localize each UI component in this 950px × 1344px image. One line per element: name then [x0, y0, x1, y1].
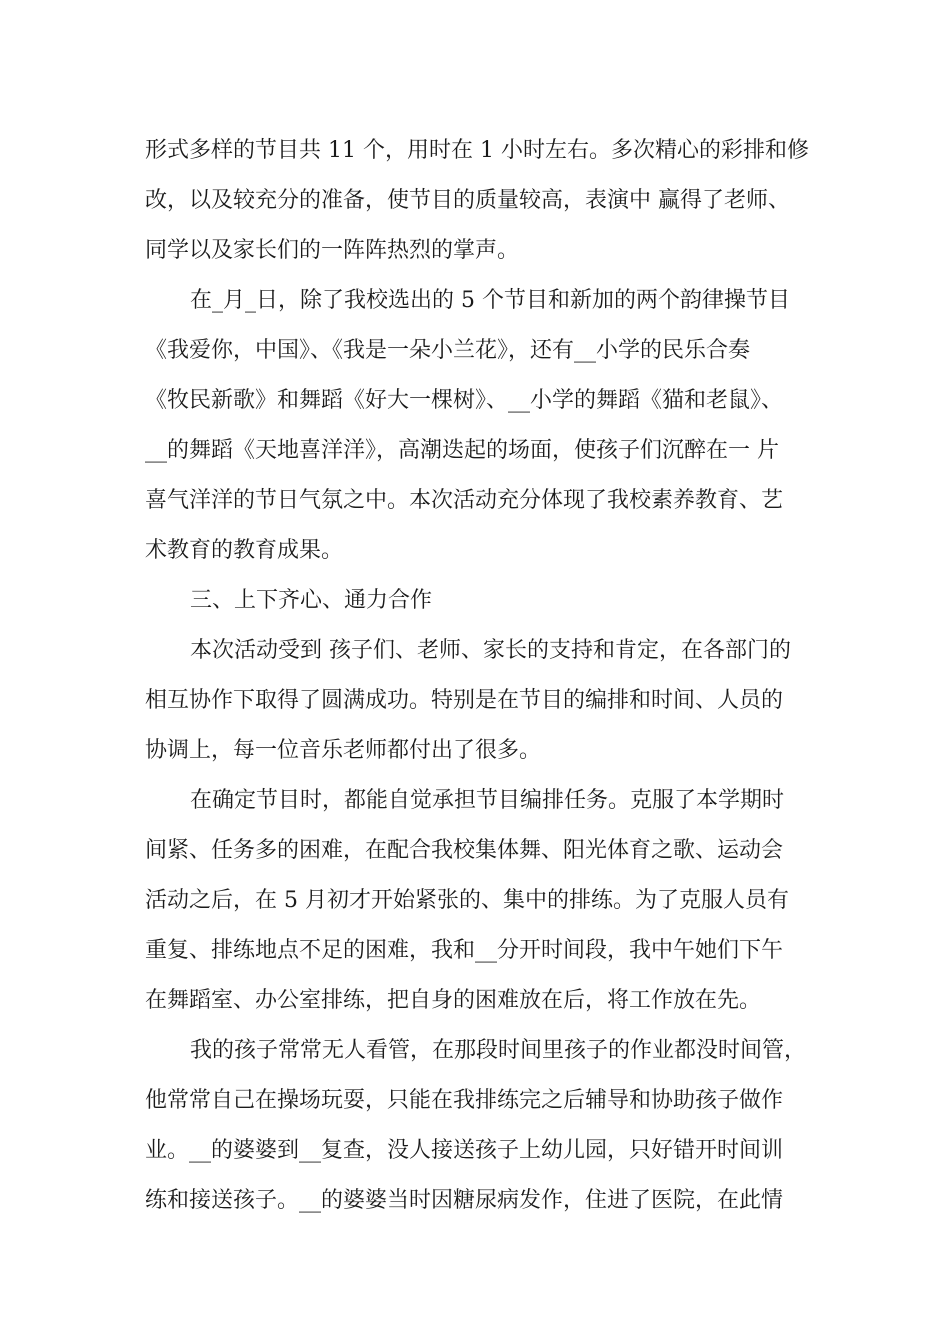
paragraph-start-line: 在确定节目时，都能自觉承担节目编排任务。克服了本学期时	[190, 788, 785, 813]
text-line: 《我爱你，中国》、《我是一朵小兰花》，还有__小学的民乐合奏	[145, 338, 751, 363]
text-line: 重复、排练地点不足的困难，我和__分开时间段，我中午她们下午	[145, 938, 784, 963]
text-line: 喜气洋洋的节日气氛之中。本次活动充分体现了我校素养教育、艺	[145, 488, 784, 513]
paragraph-start-line: 在_月_日，除了我校选出的 5 个节目和新加的两个韵律操节目	[190, 288, 790, 313]
paragraph-start-line: 本次活动受到 孩子们、老师、家长的支持和肯定，在各部门的	[190, 638, 791, 663]
text-line: 在舞蹈室、办公室排练，把自身的困难放在后，将工作放在先。	[145, 988, 762, 1013]
section-heading: 三、上下齐心、通力合作	[190, 588, 433, 613]
text-line: __的舞蹈《天地喜洋洋》，高潮迭起的场面，使孩子们沉醉在一 片	[145, 438, 779, 463]
text-line: 练和接送孩子。__的婆婆当时因糖尿病发作，住进了医院，在此情	[145, 1188, 784, 1213]
text-line: 《牧民新歌》和舞蹈《好大一棵树》、__小学的舞蹈《猫和老鼠》、	[145, 388, 784, 413]
text-line: 业。__的婆婆到__复查，没人接送孩子上幼儿园，只好错开时间训	[145, 1138, 784, 1163]
text-line: 改，以及较充分的准备，使节目的质量较高，表演中 赢得了老师、	[145, 188, 790, 213]
text-line: 术教育的教育成果。	[145, 538, 344, 563]
text-line: 活动之后，在 5 月初才开始紧张的、集中的排练。为了克服人员有	[145, 888, 789, 913]
text-line: 同学以及家长们的一阵阵热烈的掌声。	[145, 238, 520, 263]
text-line: 相互协作下取得了圆满成功。特别是在节目的编排和时间、人员的	[145, 688, 784, 713]
paragraph-start-line: 我的孩子常常无人看管，在那段时间里孩子的作业都没时间管，	[190, 1038, 807, 1063]
text-line: 形式多样的节目共 11 个，用时在 1 小时左右。多次精心的彩排和修	[145, 138, 809, 163]
text-line: 协调上，每一位音乐老师都付出了很多。	[145, 738, 542, 763]
text-line: 间紧、任务多的困难，在配合我校集体舞、阳光体育之歌、运动会	[145, 838, 784, 863]
text-line: 他常常自己在操场玩耍，只能在我排练完之后辅导和协助孩子做作	[145, 1088, 784, 1113]
